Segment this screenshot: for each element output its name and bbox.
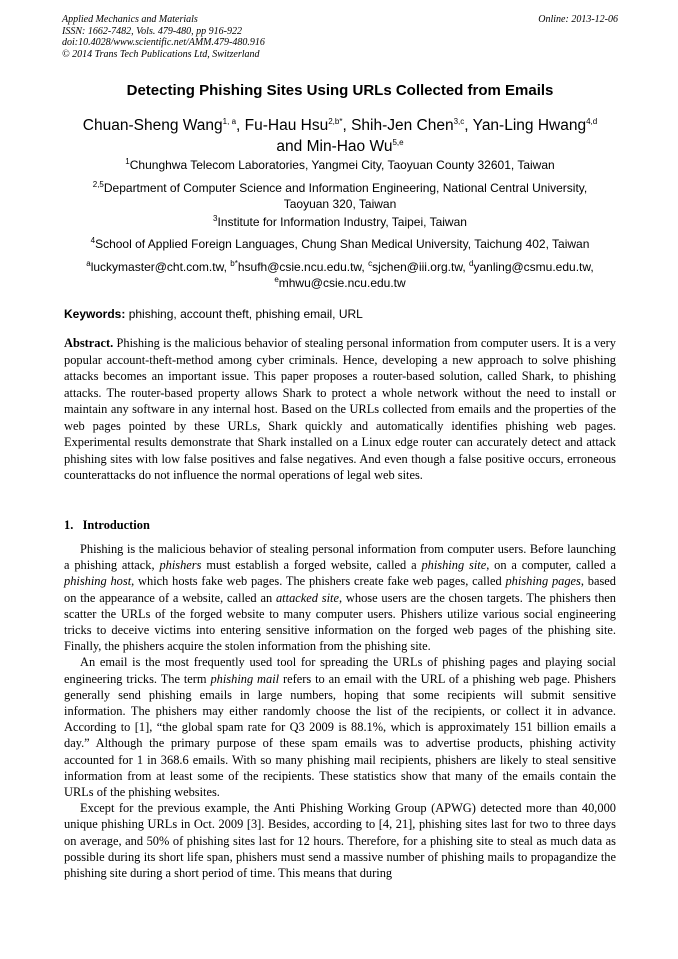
journal-header [62,14,618,60]
issn-line: ISSN: 1662-7482, Vols. 479-480, pp 916-922 [62,25,242,37]
email-marker: a [86,259,91,268]
text-run: An email is the most frequently used tool for spreading the URLs of phishing pages and playing social engineering tricks. The term [64,655,616,686]
author-and: and [276,138,303,155]
introduction-body [64,541,616,881]
author-name: Shih-Jen Chen [351,117,454,134]
affiliation-text: Chunghwa Telecom Laboratories, Yangmei City, Taoyuan County 32601, Taiwan [129,158,555,172]
email-address[interactable]: luckymaster@cht.com.tw, [90,260,227,274]
abstract [64,335,616,484]
affiliation-text: Taoyuan 320, Taiwan [283,197,397,211]
section-number: 1. [64,518,74,532]
author-name: Yan-Ling Hwang [472,117,587,134]
author-marker: 1, a [222,116,237,126]
text-run: , on a computer, called a [486,558,616,573]
text-run: Phishing is the malicious behavior of stealing personal information from computer users. Before launching a phishing attack, [64,542,616,573]
author-list: Chuan-Sheng Wang$^{1, a}$, Fu-Hau Hsu$^{2,b*}$, Shih-Jen Chen$^{3,c}$, Yan-Ling Hwang$^{4,d}$ and Min-Hao Wu$^{5,e}$ [82,116,598,155]
affiliation-text: Department of Computer Science and Information Engineering, National Central University, [103,181,588,195]
section-heading [64,518,150,533]
paragraph [64,654,616,800]
text-run: , based on the appearance of a website, called an [64,574,617,605]
email-marker: e [274,275,279,284]
term-attacked-site: attacked site [275,590,339,605]
keywords-label: Keywords: [64,307,126,321]
term-phishing-mail: phishing mail [210,671,280,686]
affiliation-marker: 1 [125,157,130,166]
text-run: , whose users are the chosen targets. The phishers then scatter the URLs of the forged website to many computer users. Phishers utilize various social engineering tricks to deceive victims into entering sensitive information on the forged web pages of the phishing site. Finally, the phishers acquire the stolen information from the phishing site. [64,590,616,654]
affiliation [62,236,618,252]
paragraph: Except for the previous example, the Anti Phishing Working Group (APWG) detected more than 40,000 unique phishing URLs in Oct. 2009 [3]. Besides, according to [4, 21], phishing sites last for two to three days on average, and 50% of phishing sites last for 12 hours. Therefore, for a phishing site to steal as much data as possible during its short life span, phishers must send a massive number of phishing mails to propagandize the phishing site during a short period of time. This means that during [64,801,616,881]
copyright-line: © 2014 Trans Tech Publications Ltd, Switzerland [62,48,260,60]
text-run: , which hosts fake web pages. The phishers create fake web pages, called [131,574,506,589]
email-address[interactable]: mhwu@csie.ncu.edu.tw [278,276,406,290]
abstract-text: Phishing is the malicious behavior of stealing personal information from computer users. It is a very popular account-theft-method among cyber criminals. Hence, developing a new approach to solve phishing attacks becomes an important issue. This paper proposes a router-based solution, called Shark, to phishing attacks. The router-based property allows Shark to protect a whole network without the need to install or maintain any software in any internal host. Based on the URLs collected from emails and the properties of the web pages pointed by these URLs, Shark quickly and automatically identifies phishing web pages. Experimental results demonstrate that Shark installed on a Linux edge router can accurately detect and attack phishing sites with low false positives and false negatives. And even though a false positive occurs, erroneous counterattacks do not influence the normal operations of legal web sites. [64,336,616,482]
text-run: refers to an email with the URL of a phishing web page. Phishers generally send phishing emails in large numbers, hoping that some recipients will submit sensitive information. The phishers may either randomly choose the list of the recipients, or collect it in advance. According to [1], “the global spam rate for Q3 2009 is 88.1%, which is approximately 151 billion emails a day.” Although the primary purpose of these spam emails was to advertise products, phishing activity accounted for 1 in 368.6 emails. With so many phishing mail recipients, phishers are likely to steal sensitive information from at least some of the recipients. These statistics show that many of the emails contain the URLs of the phishing websites. [64,671,616,800]
journal-name: Applied Mechanics and Materials [62,14,198,25]
author-marker: 4,d [586,116,598,126]
affiliation-marker: 4 [90,236,96,245]
email-address[interactable]: sjchen@iii.org.tw, [372,260,466,274]
affiliation-text: Institute for Information Industry, Taipei, Taiwan [217,215,467,229]
affiliation-marker: 2,5 [92,180,104,189]
affiliation-text: School of Applied Foreign Languages, Chung Shan Medical University, Taichung 402, Taiwan [95,237,590,251]
paragraph [64,541,616,654]
paper-title: Detecting Phishing Sites Using URLs Collected from Emails [126,82,554,99]
email-address[interactable]: hsufh@csie.ncu.edu.tw, [237,260,365,274]
author-marker: 2,b* [328,116,343,126]
author-name: Min-Hao Wu [306,138,393,155]
author-name: Chuan-Sheng Wang [82,117,223,134]
online-date: Online: 2013-12-06 [538,14,618,25]
term-phishing-pages: phishing pages [505,574,581,589]
email-marker: b* [230,259,238,268]
affiliation [62,180,618,212]
affiliation [62,214,618,230]
keywords-text: phishing, account theft, phishing email, URL [128,307,363,321]
email-address[interactable]: yanling@csmu.edu.tw, [473,260,594,274]
author-name: Fu-Hau Hsu [244,117,329,134]
term-phishing-host: phishing host [64,574,132,589]
keywords [64,307,363,321]
term-phishing-site: phishing site [421,558,487,573]
doi-line: doi:10.4028/www.scientific.net/AMM.479-480.916 [62,37,265,48]
affiliation [62,157,618,173]
affiliation-marker: 3 [213,214,218,223]
abstract-label: Abstract. [64,336,114,350]
author-marker: 3,c [453,116,465,126]
email-list [62,259,618,291]
email-marker: d [469,259,474,268]
term-phishers: phishers [159,558,202,573]
author-marker: 5,e [392,137,404,147]
section-title: Introduction [82,518,150,532]
text-run: must establish a forged website, called a [201,558,422,573]
email-marker: c [368,259,373,268]
